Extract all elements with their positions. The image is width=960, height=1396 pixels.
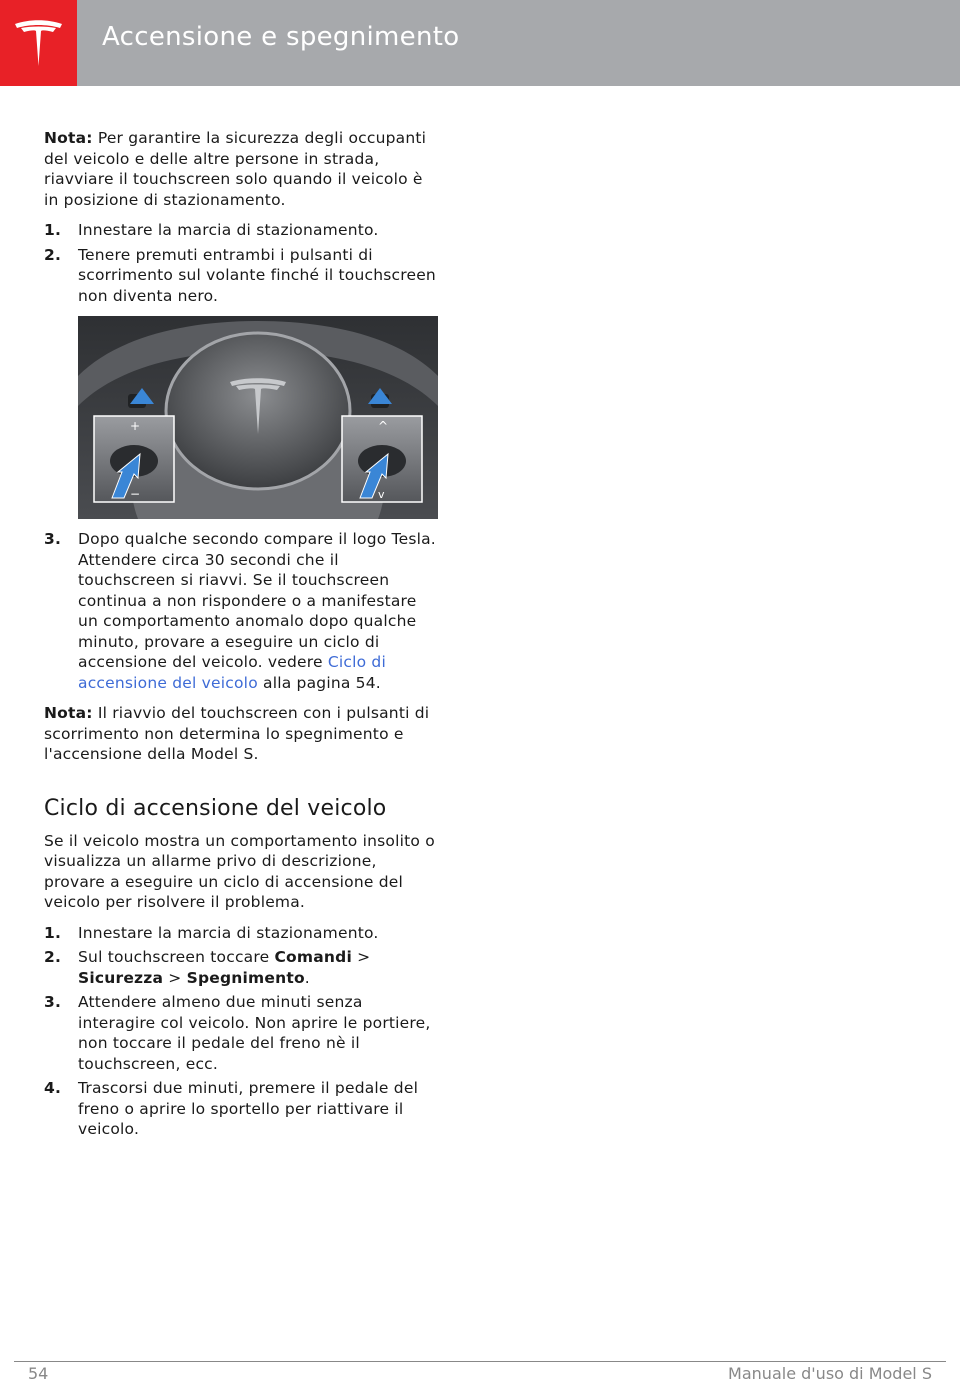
manual-title: Manuale d'uso di Model S xyxy=(728,1364,932,1383)
step-text: Innestare la marcia di stazionamento. xyxy=(78,221,379,239)
content-column xyxy=(44,128,439,1150)
step-text-end: . xyxy=(304,968,310,987)
list-item xyxy=(44,992,439,1074)
intro-note xyxy=(44,128,439,210)
list-item xyxy=(44,220,439,241)
menu-path-controls: Comandi xyxy=(274,948,352,966)
footer-divider xyxy=(14,1361,946,1362)
page-title: Accensione e spegnimento xyxy=(102,22,460,52)
restart-steps xyxy=(44,220,439,306)
path-separator: > xyxy=(163,968,187,987)
menu-path-safety: Sicurezza xyxy=(78,968,164,987)
note-text: Per garantire la sicurezza degli occupanti del veicolo e delle altre persone in strada, riavviare il touchscreen solo quando il veicolo è in posizione di stazionamento. xyxy=(44,129,427,209)
step-number: 2. xyxy=(44,245,62,264)
step-text: Tenere premuti entrambi i pulsanti di scorrimento sul volante finché il touchscreen non diventa nero. xyxy=(78,245,436,305)
tesla-logo-icon xyxy=(13,18,64,68)
step-text: Innestare la marcia di stazionamento. xyxy=(78,923,379,942)
section-title: Ciclo di accensione del veicolo xyxy=(44,795,387,821)
list-item xyxy=(44,923,439,944)
touchscreen-note xyxy=(44,703,439,765)
menu-path-power-off: Spegnimento xyxy=(186,968,305,987)
restart-steps-continued xyxy=(44,529,439,693)
step-number: 1. xyxy=(44,923,62,942)
down-label: v xyxy=(378,488,385,501)
step-text: Attendere almeno due minuti senza interagire col veicolo. Non aprire le portiere, non toccare il pedale del freno nè il touchscreen, ecc. xyxy=(78,993,431,1073)
step-number: 2. xyxy=(44,948,62,966)
step-number: 1. xyxy=(44,221,62,239)
step-text-after: alla pagina 54. xyxy=(257,673,381,692)
minus-label: − xyxy=(130,487,141,501)
step-text: Dopo qualche secondo compare il logo Tesla. Attendere circa 30 secondi che il touchscreen si riavvi. Se il touchscreen continua a non rispondere o a manifestare un comportamento anomalo dopo qualche minuto, provare a eseguire un ciclo di accensione del veicolo. vedere xyxy=(78,530,436,671)
up-label: ^ xyxy=(378,419,389,433)
list-item xyxy=(44,529,439,693)
section-intro: Se il veicolo mostra un comportamento insolito o visualizza un allarme privo di descrizione, provare a eseguire un ciclo di accensione del veicolo per risolvere il problema. xyxy=(44,831,435,911)
list-item xyxy=(44,1078,439,1140)
steering-wheel-figure xyxy=(78,316,438,519)
plus-label: + xyxy=(130,419,141,433)
note-text: Il riavvio del touchscreen con i pulsanti di scorrimento non determina lo spegnimento e l'accensione della Model S. xyxy=(44,704,430,763)
step-number: 3. xyxy=(44,993,62,1011)
page-number: 54 xyxy=(28,1364,49,1383)
step-text: Trascorsi due minuti, premere il pedale del freno o aprire lo sportello per riattivare il veicolo. xyxy=(78,1079,419,1138)
list-item xyxy=(44,947,439,988)
tesla-logo xyxy=(0,0,77,86)
step-text: Sul touchscreen toccare xyxy=(78,948,275,966)
step-number: 3. xyxy=(44,530,62,548)
step-number: 4. xyxy=(44,1079,62,1097)
page-header xyxy=(0,0,960,86)
path-separator: > xyxy=(351,948,371,966)
power-cycle-steps xyxy=(44,923,439,1140)
power-cycle-link[interactable]: Ciclo di accensione del veicolo xyxy=(78,653,386,692)
steering-wheel-image xyxy=(78,316,438,519)
note-label: Nota: xyxy=(44,129,93,147)
note-label: Nota: xyxy=(44,704,93,722)
list-item xyxy=(44,245,439,307)
